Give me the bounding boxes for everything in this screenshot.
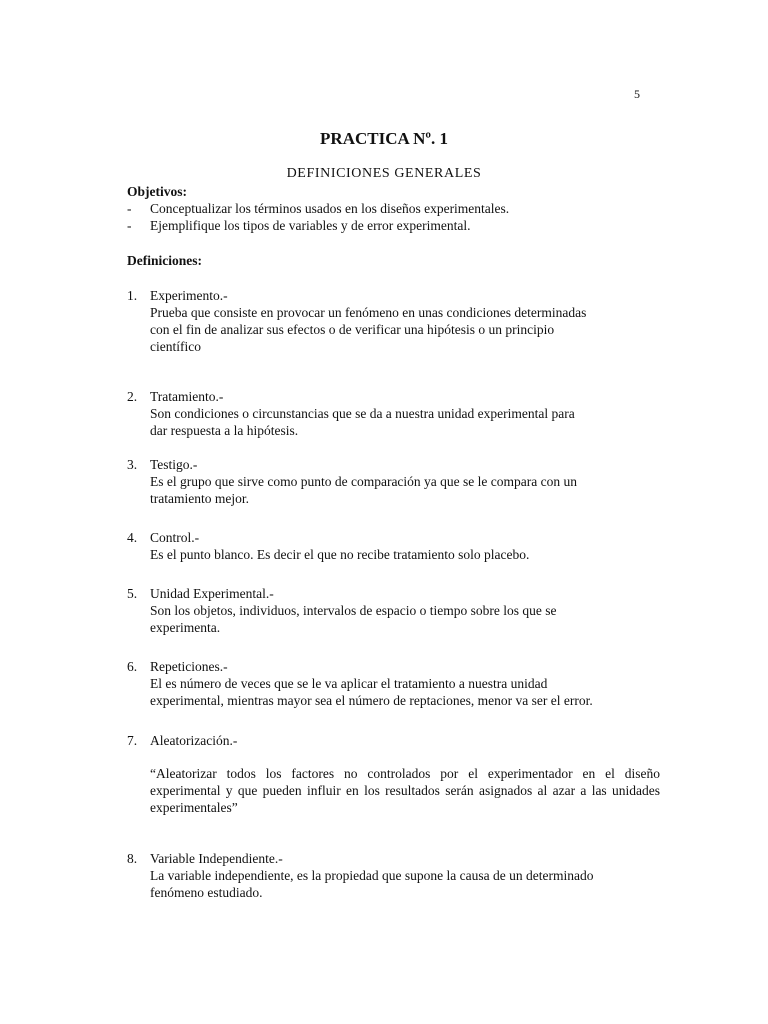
definition-number: 5.	[127, 586, 138, 601]
definition-body	[150, 732, 665, 816]
definition-body	[150, 658, 665, 709]
definition-term: Testigo.-	[150, 457, 198, 472]
definition-number: 7.	[127, 733, 138, 748]
definition-text-line: experimenta.	[150, 620, 221, 635]
bullet-dash: -	[127, 218, 132, 233]
definitions-heading: Definiciones:	[127, 253, 202, 268]
objectives-section	[127, 183, 687, 234]
page-number: 5	[634, 87, 640, 101]
definition-text-line: científico	[150, 339, 201, 354]
definition-term: Repeticiones.-	[150, 659, 228, 674]
page-title: PRACTICA Nº. 1	[320, 129, 448, 148]
definition-term: Tratamiento.-	[150, 389, 224, 404]
definition-text-line: La variable independiente, es la propiedad que supone la causa de un determinado	[150, 868, 594, 883]
definition-text-line: con el fin de analizar sus efectos o de verificar una hipótesis o un principio	[150, 322, 555, 337]
definition-number: 2.	[127, 389, 138, 404]
definition-term: Control.-	[150, 530, 200, 545]
definition-term: Variable Independiente.-	[150, 851, 283, 866]
definition-text-line: Es el punto blanco. Es decir el que no recibe tratamiento solo placebo.	[150, 547, 530, 562]
definition-term: Aleatorización.-	[150, 733, 238, 748]
objectives-heading: Objetivos:	[127, 184, 187, 199]
definition-body	[150, 388, 665, 439]
definition-text-line: fenómeno estudiado.	[150, 885, 263, 900]
definition-term: Unidad Experimental.-	[150, 586, 274, 601]
definition-text-line: experimental, mientras mayor sea el número de reptaciones, menor va ser el error.	[150, 693, 593, 708]
definition-body	[150, 529, 665, 563]
definition-number: 8.	[127, 851, 138, 866]
definition-quote: “Aleatorizar todos los factores no controlados por el experimentador en el diseño experimental y que pueden influir en los resultados serán asignados al azar a las unidades experimentales”	[150, 766, 660, 815]
definition-body	[150, 456, 665, 507]
definition-number: 1.	[127, 288, 138, 303]
bullet-dash: -	[127, 201, 132, 216]
objective-text: Ejemplifique los tipos de variables y de error experimental.	[150, 218, 471, 233]
definition-number: 3.	[127, 457, 138, 472]
definition-body	[150, 850, 665, 901]
objective-item	[127, 217, 687, 234]
definition-text-line: Son condiciones o circunstancias que se da a nuestra unidad experimental para	[150, 406, 575, 421]
definition-term: Experimento.-	[150, 288, 228, 303]
definition-text-line: Son los objetos, individuos, intervalos de espacio o tiempo sobre los que se	[150, 603, 557, 618]
definition-text-line: Es el grupo que sirve como punto de comparación ya que se le compara con un	[150, 474, 577, 489]
objective-text: Conceptualizar los términos usados en los diseños experimentales.	[150, 201, 510, 216]
definition-text-line: Prueba que consiste en provocar un fenómeno en unas condiciones determinadas	[150, 305, 587, 320]
definition-text-line: dar respuesta a la hipótesis.	[150, 423, 299, 438]
definition-number: 4.	[127, 530, 138, 545]
definition-body	[150, 585, 665, 636]
definition-body	[150, 287, 665, 355]
objective-item	[127, 200, 687, 217]
section-subtitle: DEFINICIONES GENERALES	[286, 166, 482, 181]
definition-text-line: tratamiento mejor.	[150, 491, 249, 506]
definition-text-line: El es número de veces que se le va aplicar el tratamiento a nuestra unidad	[150, 676, 548, 691]
definition-number: 6.	[127, 659, 138, 674]
